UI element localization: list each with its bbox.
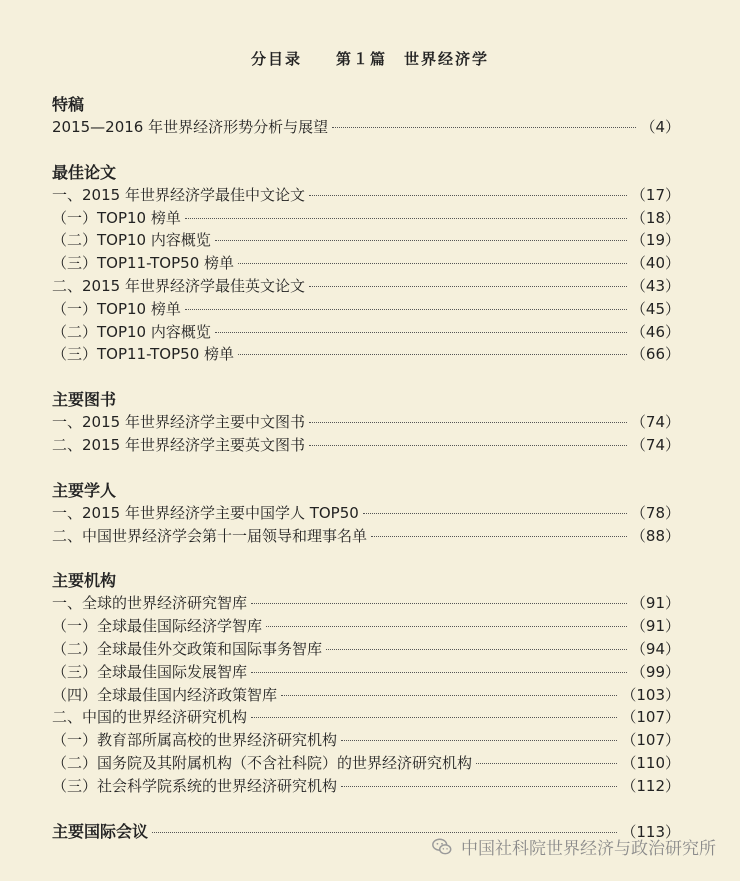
entry-label: （二）TOP10 内容概览 <box>52 231 211 250</box>
toc-entry[interactable] <box>52 706 680 729</box>
entry-label: （一）TOP10 榜单 <box>52 208 181 227</box>
entry-label: 二、中国的世界经济研究机构 <box>52 708 248 727</box>
dot-leader <box>371 536 627 537</box>
watermark-text: 中国社科院世界经济与政治研究所 <box>461 839 716 859</box>
entry-label: 一、2015 年世界经济学最佳中文论文 <box>52 185 305 204</box>
toc-entry[interactable] <box>52 298 680 321</box>
entry-page-number: （91） <box>630 594 680 613</box>
dot-leader <box>341 740 617 741</box>
entry-label: （三）TOP11-TOP50 榜单 <box>52 254 235 273</box>
toc-section-books <box>52 389 680 457</box>
toc-entry[interactable] <box>52 434 680 457</box>
section-heading: 主要图书 <box>52 390 117 410</box>
entry-page-number: （43） <box>630 276 680 295</box>
toc-entry[interactable] <box>52 229 680 252</box>
entry-label: 一、2015 年世界经济学主要中文图书 <box>52 413 305 432</box>
toc-section-feature <box>52 94 680 139</box>
dot-leader <box>215 332 627 333</box>
toc-entry[interactable] <box>52 684 680 707</box>
watermark <box>431 834 716 859</box>
entry-page-number: （4） <box>640 118 680 136</box>
dot-leader <box>185 309 627 310</box>
dot-leader <box>281 695 617 696</box>
toc-entry[interactable] <box>52 615 680 638</box>
toc-entry[interactable] <box>52 321 680 344</box>
dot-leader <box>309 195 627 196</box>
entry-page-number: （19） <box>630 231 680 250</box>
entry-page-number: （17） <box>630 185 680 204</box>
dot-leader <box>238 263 627 264</box>
entry-page-number: （91） <box>630 617 680 636</box>
page-title: 分目录 第１篇 世界经济学 <box>250 50 489 68</box>
dot-leader <box>309 286 627 287</box>
entry-label: （三）TOP11-TOP50 榜单 <box>52 345 235 364</box>
toc-entry[interactable] <box>52 411 680 434</box>
dot-leader <box>215 240 627 241</box>
entry-label: （二）全球最佳外交政策和国际事务智库 <box>52 639 323 658</box>
toc-entry[interactable] <box>52 661 680 684</box>
toc-entry[interactable] <box>52 729 680 752</box>
dot-leader <box>341 786 617 787</box>
entry-page-number: （113） <box>621 822 680 841</box>
toc-entry[interactable] <box>52 525 680 548</box>
entry-page-number: （74） <box>630 413 680 432</box>
entry-label: 一、2015 年世界经济学主要中国学人 TOP50 <box>52 503 359 522</box>
dot-leader <box>152 832 617 833</box>
entry-label: （二）国务院及其附属机构（不含社科院）的世界经济研究机构 <box>52 753 473 772</box>
entry-label: （四）全球最佳国内经济政策智库 <box>52 685 278 704</box>
entry-page-number: （18） <box>630 208 680 227</box>
toc-entry[interactable] <box>52 275 680 298</box>
dot-leader <box>238 354 627 355</box>
toc-entry[interactable] <box>52 184 680 207</box>
dot-leader <box>309 445 627 446</box>
toc-section-institutions <box>52 570 680 797</box>
dot-leader <box>332 127 636 128</box>
entry-label: 一、全球的世界经济研究智库 <box>52 594 248 613</box>
entry-page-number: （110） <box>621 753 680 772</box>
toc-entry[interactable] <box>52 116 680 139</box>
toc-entry[interactable] <box>52 343 680 366</box>
wechat-icon <box>431 836 453 858</box>
entry-page-number: （74） <box>630 435 680 454</box>
entry-page-number: （66） <box>630 345 680 364</box>
entry-page-number: （45） <box>630 299 680 318</box>
toc-entry[interactable] <box>52 592 680 615</box>
entry-label: 主要国际会议 <box>52 821 149 841</box>
toc-entry[interactable] <box>52 638 680 661</box>
section-heading: 特稿 <box>52 95 85 114</box>
entry-label: （一）全球最佳国际经济学智库 <box>52 617 263 636</box>
entry-page-number: （46） <box>630 322 680 341</box>
section-heading: 最佳论文 <box>52 162 117 182</box>
entry-label: （一）教育部所属高校的世界经济研究机构 <box>52 731 338 750</box>
entry-label: 二、中国世界经济学会第十一届领导和理事名单 <box>52 526 368 545</box>
dot-leader <box>363 513 627 514</box>
dot-leader <box>185 218 627 219</box>
dot-leader <box>326 649 627 650</box>
dot-leader <box>251 672 627 673</box>
toc-entry[interactable] <box>52 775 680 798</box>
entry-page-number: （103） <box>621 685 680 704</box>
entry-label: （三）全球最佳国际发展智库 <box>52 662 248 681</box>
section-heading: 主要学人 <box>52 480 117 500</box>
entry-label: （二）TOP10 内容概览 <box>52 322 211 341</box>
entry-label: 二、2015 年世界经济学最佳英文论文 <box>52 276 305 295</box>
entry-page-number: （40） <box>630 254 680 273</box>
entry-label: 2015—2016 年世界经济形势分析与展望 <box>52 118 329 136</box>
entry-label: （一）TOP10 榜单 <box>52 299 181 318</box>
toc-section-scholars <box>52 480 680 548</box>
entry-page-number: （99） <box>630 662 680 681</box>
toc-entry[interactable] <box>52 502 680 525</box>
entry-page-number: （78） <box>630 503 680 522</box>
entry-page-number: （107） <box>621 708 680 727</box>
entry-page-number: （88） <box>630 526 680 545</box>
dot-leader <box>251 717 617 718</box>
section-heading: 主要机构 <box>52 571 117 591</box>
toc-section-best-papers <box>52 162 680 366</box>
dot-leader <box>251 603 627 604</box>
entry-page-number: （107） <box>621 731 680 750</box>
toc-entry[interactable] <box>52 252 680 275</box>
entry-label: 二、2015 年世界经济学主要英文图书 <box>52 435 305 454</box>
dot-leader <box>266 626 627 627</box>
table-of-contents <box>52 94 680 843</box>
dot-leader <box>309 422 627 423</box>
entry-label: （三）社会科学院系统的世界经济研究机构 <box>52 776 338 795</box>
entry-page-number: （112） <box>621 776 680 795</box>
dot-leader <box>476 763 617 764</box>
toc-entry[interactable] <box>52 752 680 775</box>
toc-entry[interactable] <box>52 207 680 230</box>
entry-page-number: （94） <box>630 639 680 658</box>
